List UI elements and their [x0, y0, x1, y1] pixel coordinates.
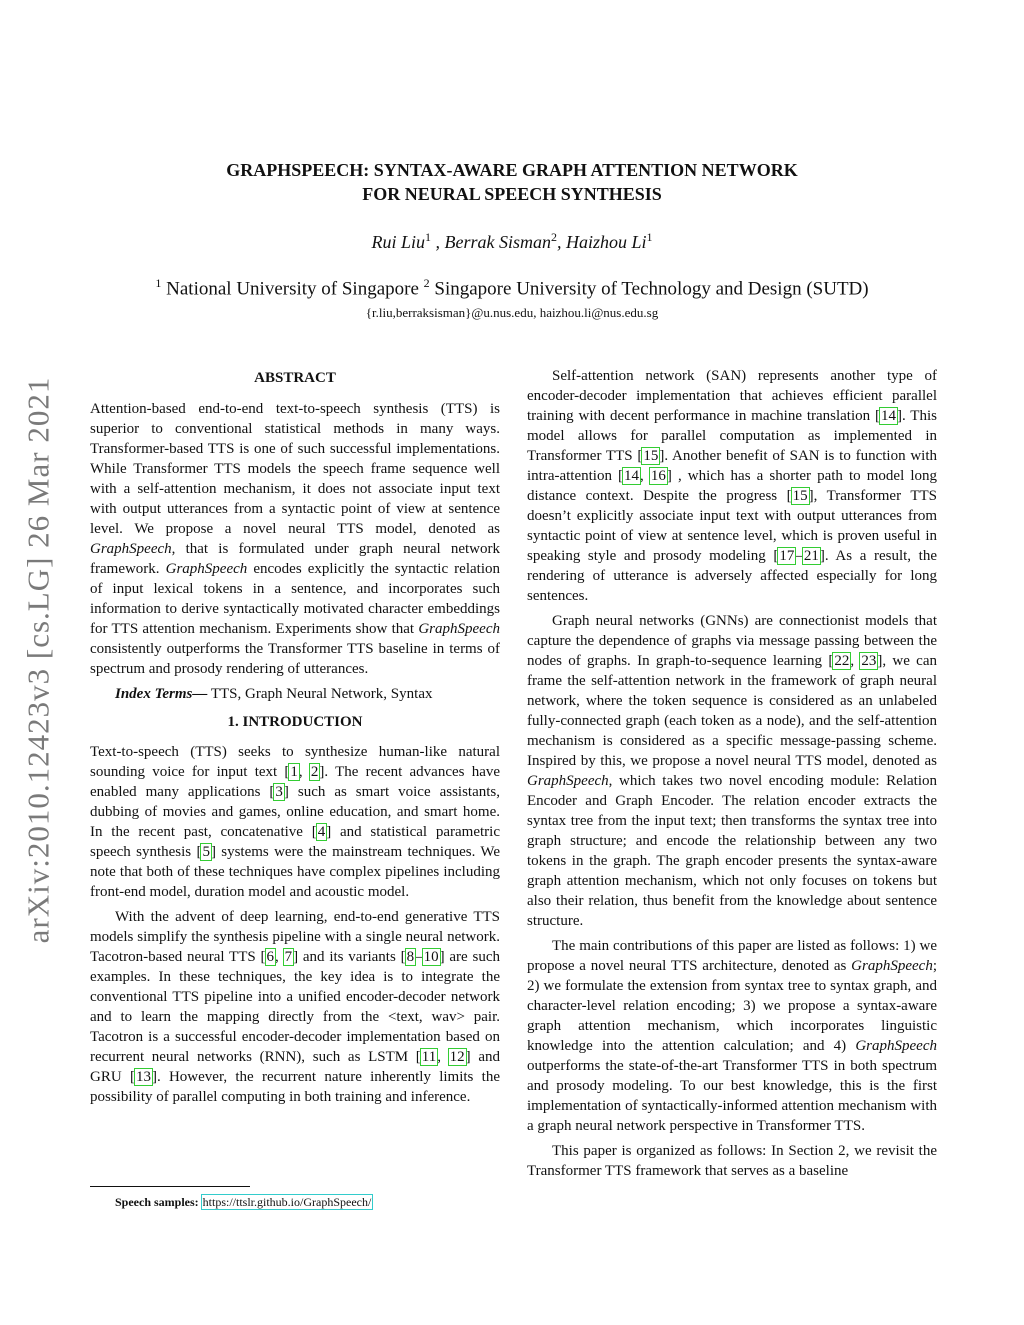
author-affiliation-mark: 2 [550, 230, 557, 244]
citation-link[interactable]: 7 [284, 949, 293, 965]
emphasis-text: GraphSpeech [165, 561, 248, 577]
author-separator: , [430, 232, 445, 252]
text-run: ] are such examples. In these techniques, the key idea is to integrate the conventional TTS pipeline into a unified encoder-decoder network and to learn the mapping directly from the <text, wav> pair. Tacotron is a successful encoder-decoder implementation based on recurrent neural networks (RNN), such as LSTM [ [90, 949, 500, 1065]
author-list [100, 230, 924, 253]
title-line-2: FOR NEURAL SPEECH SYNTHESIS [362, 184, 662, 204]
text-run: , that is formulated under graph neural network framework. [90, 541, 500, 577]
text-run: , [437, 1049, 449, 1065]
text-run: , [640, 468, 650, 484]
index-terms-label: Index Terms— [115, 686, 208, 702]
text-run: – [795, 548, 803, 564]
intro-paragraph-3 [527, 366, 937, 606]
intro-paragraph-6 [527, 1141, 937, 1181]
intro-paragraph-1 [90, 742, 500, 902]
text-run: Graph neural networks (GNNs) are connectionist models that capture the dependence of graphs via message passing between the nodes of graphs. In graph-to-sequence learning [ [527, 613, 937, 669]
citation-link[interactable]: 15 [643, 448, 659, 464]
author-name: Rui Liu [371, 232, 425, 252]
text-run: ] such as smart voice assistants, dubbing of movies and games, online education, and smart home. In the recent past, concatenative [ [90, 784, 500, 840]
text-run: outperforms the state-of-the-art Transformer TTS in both spectrum and prosody modeling. To our best knowledge, this is the first implementation of syntactically-informed attention mechanism with a graph neural network perspective in Transformer TTS. [527, 1058, 937, 1134]
text-run: , [275, 949, 284, 965]
citation-link[interactable]: 14 [624, 468, 640, 484]
citation-link[interactable]: 11 [421, 1049, 437, 1065]
text-run: ]. Another benefit of SAN is to function with intra-attention [ [527, 448, 938, 484]
author-separator: , [556, 232, 566, 252]
citation-link[interactable]: 14 [880, 408, 896, 424]
author-name: Berrak Sisman [444, 232, 551, 252]
text-run: encodes explicitly the syntactic relation of input lexical tokens in a sentence, and incorporates such information to derive syntactically motivated character embeddings for TTS attention mechanism. Experiments show that [90, 561, 500, 637]
emphasis-text: GraphSpeech [90, 541, 172, 557]
citation-link[interactable]: 8 [406, 949, 415, 965]
citation-link[interactable]: 22 [834, 653, 850, 669]
emphasis-text: GraphSpeech [527, 773, 609, 789]
left-column [90, 366, 500, 1107]
affiliations [100, 276, 924, 300]
text-run: ], Transformer TTS doesn’t explicitly associate input text with output utterances from syntactic point of view at sentence level, which is proven useful in speaking style and prosody modeling [ [527, 488, 937, 564]
abstract-text [90, 399, 500, 679]
index-terms [90, 684, 500, 704]
footnote-label: Speech samples: [115, 1195, 199, 1209]
intro-paragraph-4 [527, 611, 937, 931]
paper-title [100, 158, 924, 206]
text-run: This paper is organized as follows: In Section 2, we revisit the Transformer TTS framework that serves as a baseline [527, 1143, 937, 1179]
speech-samples-link[interactable]: https://ttslr.github.io/GraphSpeech/ [202, 1195, 372, 1209]
text-run: ] and statistical parametric speech synthesis [ [90, 824, 500, 860]
citation-link[interactable]: 21 [803, 548, 819, 564]
text-run: The main contributions of this paper are listed as follows: 1) we propose a novel neural TTS architecture, denoted as [527, 938, 937, 974]
citation-link[interactable]: 15 [792, 488, 808, 504]
citation-link[interactable]: 12 [449, 1049, 465, 1065]
arxiv-sidebar [12, 345, 64, 975]
affiliation-2: Singapore University of Technology and Design (SUTD) [434, 278, 869, 300]
citation-link[interactable]: 23 [861, 653, 877, 669]
affiliation-1: National University of Singapore [166, 278, 419, 300]
text-run: – [415, 949, 423, 965]
title-line-1: GRAPHSPEECH: SYNTAX-AWARE GRAPH ATTENTION NETWORK [226, 160, 798, 180]
intro-paragraph-2 [90, 907, 500, 1107]
citation-link[interactable]: 3 [275, 784, 283, 800]
citation-link[interactable]: 17 [779, 548, 795, 564]
text-run: ; 2) we formulate the extension from syntax tree to syntax graph, and character-level relation encoding; 3) we propose a syntax-aware graph attention mechanism, which incorporates linguistic knowledge into the attention calculation; and 4) [527, 958, 937, 1054]
text-run: , [850, 653, 861, 669]
author-name: Haizhou Li [565, 232, 647, 252]
text-run: consistently outperforms the Transformer TTS baseline in terms of spectrum and prosody rendering of utterances. [90, 641, 500, 677]
affiliation-1-mark: 1 [155, 276, 162, 290]
citation-link[interactable]: 13 [135, 1069, 151, 1085]
text-run: ]. This model allows for parallel computation as implemented in Transformer TTS [ [527, 408, 937, 464]
right-column [527, 366, 937, 1181]
citation-link[interactable]: 16 [650, 468, 666, 484]
citation-link[interactable]: 1 [290, 764, 298, 780]
text-run: ], we can frame the self-attention network in the framework of graph neural network, where the token sequence is considered as an unlabeled fully-connected graph (each token as a node), and the self-attention mechanism is considered as a specific message-passing scheme. Inspired by this, we propose a novel neural TTS model, denoted as [527, 653, 937, 769]
section-heading-introduction: 1. INTRODUCTION [227, 714, 363, 730]
footnote-rule [90, 1186, 250, 1187]
index-terms-list: TTS, Graph Neural Network, Syntax [207, 686, 433, 702]
abstract-heading: ABSTRACT [254, 370, 336, 386]
intro-paragraph-5 [527, 936, 937, 1136]
text-run: ] systems were the mainstream techniques. We note that both of these techniques have complex pipelines including front-end model, duration model and acoustic model. [90, 844, 500, 900]
text-run: Self-attention network (SAN) represents another type of encoder-decoder implementation that achieves efficient parallel training with decent performance in machine translation [ [527, 368, 937, 424]
emphasis-text: GraphSpeech [851, 958, 933, 974]
author-emails: {r.liu,berraksisman}@u.nus.edu, haizhou.li@nus.edu.sg [365, 305, 659, 320]
text-run: ] and its variants [ [293, 949, 406, 965]
author-affiliation-mark: 1 [646, 230, 653, 244]
citation-link[interactable]: 2 [310, 764, 319, 780]
text-run: ]. The recent advances have enabled many applications [ [90, 764, 501, 800]
citation-link[interactable]: 4 [317, 824, 326, 840]
text-run: Text-to-speech (TTS) seeks to synthesize human-like natural sounding voice for input text [ [90, 744, 500, 780]
footnote [90, 1186, 500, 1210]
text-run: Attention-based end-to-end text-to-speech synthesis (TTS) is superior to conventional statistical methods in many ways. Transformer-based TTS is one of such successful implementations. While Transformer TTS models the speech frame sequence well with a self-attention mechanism, it does not associate input text with output utterances from a syntactic point of view at sentence level. We propose a novel neural TTS model, denoted as [90, 401, 500, 537]
text-run: ]. However, the recurrent nature inherently limits the possibility of parallel computing in both training and inference. [90, 1069, 500, 1105]
text-run: ] and GRU [ [90, 1049, 501, 1085]
text-run: With the advent of deep learning, end-to-end generative TTS models simplify the synthesis pipeline with a single neural network. Tacotron-based neural TTS [ [90, 909, 500, 965]
author-affiliation-mark: 1 [424, 230, 431, 244]
text-run: ] , which has a shorter path to model long distance context. Despite the progress [ [527, 468, 937, 504]
text-run: , [298, 764, 310, 780]
text-run: , which takes two novel encoding module: Relation Encoder and Graph Encoder. The relation encoder extracts the syntax tree from the input text; then transforms the syntax tree into graph structure; and encode the relationship between any two tokens in the graph. The graph encoder presents the syntax-aware graph attention mechanism, which not only focuses on tokens but also their relation, thus benefit from the knowledge about sentence structure. [527, 773, 937, 929]
citation-link[interactable]: 6 [266, 949, 275, 965]
emphasis-text: GraphSpeech [418, 621, 500, 637]
arxiv-identifier: arXiv:2010.12423v3 [cs.LG] 26 Mar 2021 [20, 376, 56, 944]
text-run: ]. As a result, the rendering of utterance is adversely affected especially for long sentences. [527, 548, 938, 604]
emphasis-text: GraphSpeech [855, 1038, 937, 1054]
affiliation-2-mark: 2 [423, 276, 430, 290]
citation-link[interactable]: 5 [202, 844, 210, 860]
citation-link[interactable]: 10 [423, 949, 439, 965]
